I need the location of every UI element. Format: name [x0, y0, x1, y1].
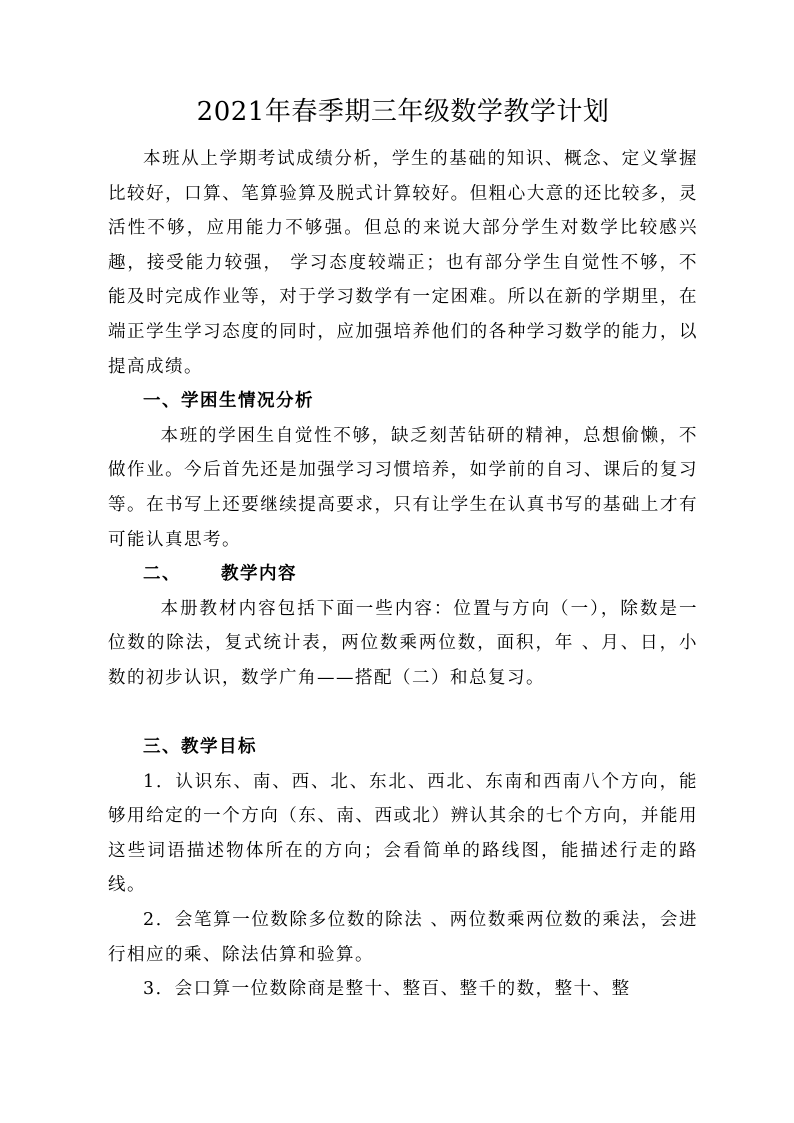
objective-item-2: 2．会笔算一位数除多位数的除法 、两位数乘两位数的乘法，会进行相应的乘、除法估算和验算。 [108, 910, 698, 965]
section2-paragraph: 本册教材内容包括下面一些内容：位置与方向（一），除数是一位数的除法，复式统计表，两位数乘两位数，面积，年 、月、日，小数的初步认识，数学广角——搭配（二）和总复习。 [108, 598, 698, 688]
section3-heading: 三、教学目标 [143, 737, 257, 758]
document-title: 2021年春季期三年级数学教学计划 [196, 97, 610, 127]
section2-heading-number: 二、 [143, 564, 181, 585]
section1-heading: 一、学困生情况分析 [143, 391, 314, 412]
section1-paragraph: 本班的学困生自觉性不够，缺乏刻苦钻研的精神，总想偷懒，不做作业。今后首先还是加强学习习惯培养，如学前的自习、课后的复习等。在书写上还要继续提高要求，只有让学生在认真书写的基础上才有可能认真思考。 [108, 425, 698, 550]
blank-line [108, 696, 698, 731]
intro-paragraph: 本班从上学期考试成绩分析，学生的基础的知识、概念、定义掌握比较好，口算、笔算验算及脱式计算较好。但粗心大意的还比较多，灵活性不够，应用能力不够强。但总的来说大部分学生对数学比较感兴趣，接受能力较强， 学习态度较端正；也有部分学生自觉性不够，不能及时完成作业等，对于学习数学有一定困难。所以在新的学期里，在端正学生学习态度的同时，应加强培养他们的各种学习数学的能力，以提高成绩。 [108, 149, 698, 377]
document-page [108, 94, 698, 1007]
section2-heading-text: 教学内容 [221, 564, 297, 585]
objective-item-1: 1．认识东、南、西、北、东北、西北、东南和西南八个方向，能够用给定的一个方向（东、南、西或北）辨认其余的七个方向，并能用这些词语描述物体所在的方向；会看简单的路线图，能描述行走的路线。 [108, 771, 698, 896]
section2-heading [108, 557, 698, 592]
objective-item-3: 3．会口算一位数除商是整十、整百、整千的数，整十、整 [143, 979, 631, 1000]
